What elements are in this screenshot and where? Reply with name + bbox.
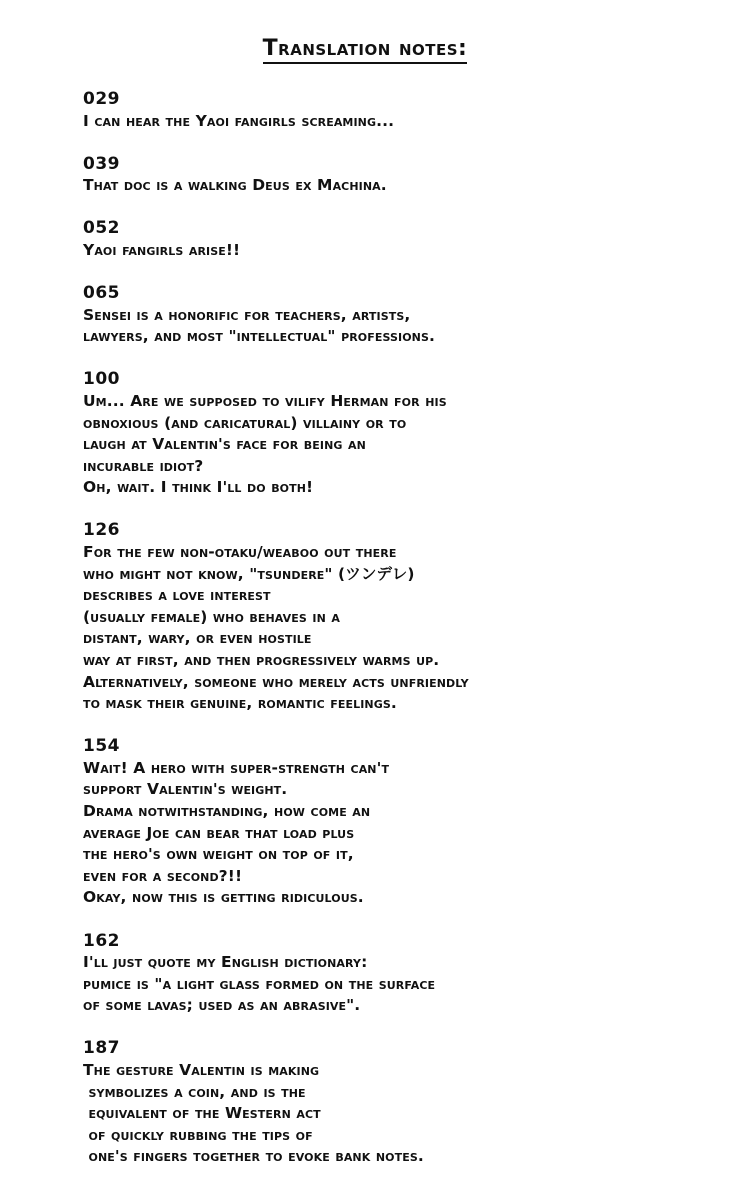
note-text-line: The gesture Valentin is making bbox=[83, 1060, 320, 1079]
note-text-line: distant, wary, or even hostile bbox=[83, 629, 312, 648]
note-100 bbox=[83, 369, 733, 499]
note-text-line: Wait! A hero with super-strength can't bbox=[83, 758, 390, 777]
note-page-number: 052 bbox=[83, 218, 120, 239]
note-065 bbox=[83, 283, 733, 348]
note-text-line: equivalent of the Western act bbox=[83, 1104, 321, 1123]
note-page-number: 187 bbox=[83, 1038, 120, 1059]
note-text-line: average Joe can bear that load plus bbox=[83, 823, 355, 842]
notes-list bbox=[83, 89, 733, 1189]
note-text-line: lawyers, and most "intellectual" professions. bbox=[83, 327, 435, 346]
note-text-line: support Valentin's weight. bbox=[83, 780, 288, 799]
note-page-number: 100 bbox=[83, 369, 120, 390]
note-page-number: 154 bbox=[83, 736, 120, 757]
note-text-line: one's fingers together to evoke bank notes. bbox=[83, 1147, 424, 1166]
note-187 bbox=[83, 1038, 733, 1168]
note-page-number: 039 bbox=[83, 153, 120, 174]
note-text-line: who might not know, "tsundere" (ツンデレ) bbox=[83, 564, 415, 583]
note-text-line: pumice is "a light glass formed on the surface bbox=[83, 974, 436, 993]
note-154 bbox=[83, 736, 733, 909]
note-text-line: That doc is a walking Deus ex Machina. bbox=[83, 176, 387, 195]
note-039 bbox=[83, 154, 733, 197]
note-029 bbox=[83, 89, 733, 132]
note-page-number: 029 bbox=[83, 89, 120, 109]
note-text-line: I can hear the Yaoi fangirls screaming... bbox=[83, 111, 395, 130]
page-title bbox=[0, 36, 730, 61]
note-page-number: 126 bbox=[83, 520, 120, 541]
note-text-line: Okay, now this is getting ridiculous. bbox=[83, 888, 364, 907]
note-text-line: Drama notwithstanding, how come an bbox=[83, 802, 371, 821]
note-text-line: Oh, wait. I think I'll do both! bbox=[83, 478, 314, 497]
note-text-line: Um... Are we supposed to vilify Herman for his bbox=[83, 391, 447, 410]
note-text-line: Alternatively, someone who merely acts unfriendly bbox=[83, 672, 469, 691]
note-text-line: I'll just quote my English dictionary: bbox=[83, 953, 368, 972]
note-162 bbox=[83, 931, 733, 1017]
page-title-text: Translation notes: bbox=[263, 36, 468, 64]
note-126 bbox=[83, 520, 733, 714]
note-text-line: (usually female) who behaves in a bbox=[83, 607, 341, 626]
note-text-line: For the few non-otaku/weaboo out there bbox=[83, 543, 397, 561]
note-text-line: laugh at Valentin's face for being an bbox=[83, 435, 366, 454]
note-text-line: to mask their genuine, romantic feelings. bbox=[83, 694, 397, 713]
note-text-line: way at first, and then progressively warms up. bbox=[83, 650, 440, 669]
note-052 bbox=[83, 218, 733, 261]
note-text-line: the hero's own weight on top of it, bbox=[83, 845, 354, 864]
note-text-line: incurable idiot? bbox=[83, 456, 204, 475]
note-text-line: even for a second?!! bbox=[83, 866, 243, 885]
note-text-line: describes a love interest bbox=[83, 586, 271, 605]
note-page-number: 065 bbox=[83, 283, 120, 304]
note-text-line: Yaoi fangirls arise!! bbox=[83, 240, 241, 259]
note-text-line: Sensei is a honorific for teachers, artists, bbox=[83, 305, 411, 324]
note-text-line: of quickly rubbing the tips of bbox=[83, 1125, 313, 1144]
note-page-number: 162 bbox=[83, 930, 120, 951]
note-text-line: of some lavas; used as an abrasive". bbox=[83, 996, 361, 1015]
note-text-line: symbolizes a coin, and is the bbox=[83, 1082, 306, 1101]
note-text-line: obnoxious (and caricatural) villainy or to bbox=[83, 413, 407, 432]
